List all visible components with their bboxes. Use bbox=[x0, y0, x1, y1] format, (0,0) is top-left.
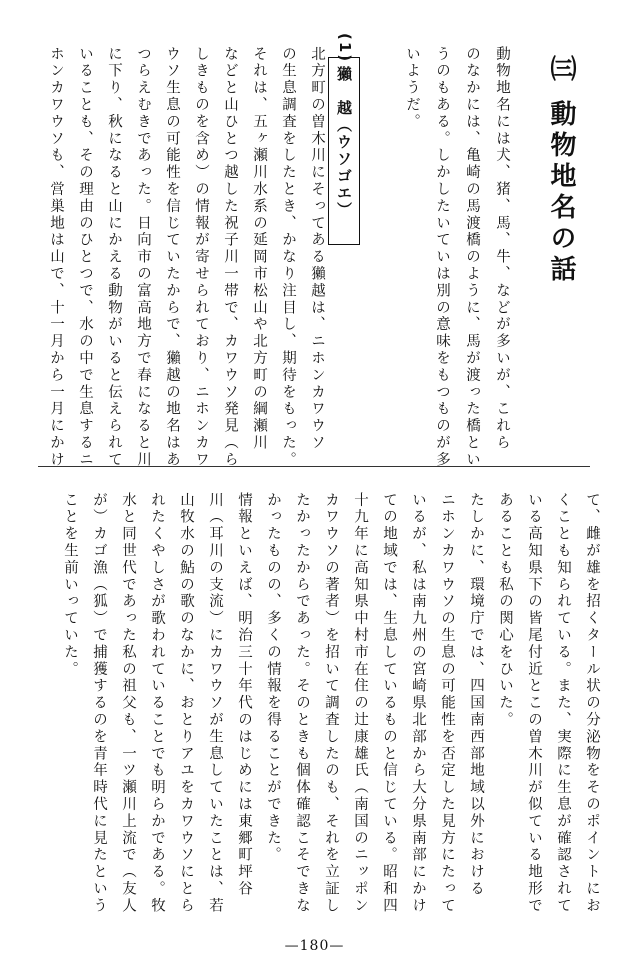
text-column: ウソ生息の可能性を信じていたからで、獺越の地名はあ bbox=[164, 46, 180, 469]
text-column: たしかに、環境庁では、四国南西部地域以外における bbox=[468, 492, 484, 898]
text-column: のなかには、亀崎の馬渡橋のように、馬が渡った橋とい bbox=[464, 46, 480, 469]
text-column: しきものを含め）の情報が寄せられており、ニホンカワ bbox=[193, 46, 209, 469]
text-column: あることも私の関心をひいた。 bbox=[497, 492, 513, 729]
text-column: 十九年に高知県中村市在住の辻康雄氏（南国のニッポン bbox=[352, 492, 368, 915]
text-column: ホンカワウソも、営巣地は山で、十一月から一月にかけ bbox=[48, 46, 64, 469]
section-title: ㈢ 動物地名の話 bbox=[546, 55, 576, 287]
page-number: —180— bbox=[284, 938, 345, 954]
text-column: いようだ。 bbox=[404, 46, 420, 131]
subsection-heading: 獺 越（ウソゴエ） bbox=[335, 66, 353, 219]
text-column: カワウソの著者）を招いて調査したのも、それを立証し bbox=[323, 492, 339, 915]
subsection-number: (1) bbox=[336, 33, 354, 64]
text-column: かったものの、多くの情報を得ることができた。 bbox=[265, 492, 281, 864]
subsection-heading-box bbox=[328, 57, 360, 245]
text-column: つらえむきであった。日向市の富高地方で春になると川 bbox=[135, 46, 151, 469]
text-column: いる高知県下の皆尾付近とこの曽木川が似ている地形で bbox=[526, 492, 542, 915]
text-column: くことも知られている。また、実際に生息が確認されて bbox=[555, 492, 571, 915]
text-column: それは、五ヶ瀬川水系の延岡市松山や北方町の綱瀬川 bbox=[251, 46, 267, 452]
text-column: いることも、その理由のひとつで、水の中で生息するニ bbox=[77, 46, 93, 469]
text-column: 山牧水の鮎の歌のなかに、おとりアユをカワウソにとら bbox=[178, 492, 194, 915]
text-column: て、雌が雄を招くタール状の分泌物をそのポイントにお bbox=[584, 492, 600, 915]
text-column: に下り、秋になると山にかえる動物がいると伝えられて bbox=[106, 46, 122, 469]
text-column: 水と同世代であった私の祖父も、一ツ瀬川上流で（友人 bbox=[120, 492, 136, 915]
text-column: 情報といえば、明治三十年代のはじめには東郷町坪谷 bbox=[236, 492, 252, 898]
text-column: 北方町の曽木川にそってある獺越は、ニホンカワウソ bbox=[309, 46, 325, 452]
text-column: うのもある。しかしたいていは別の意味をもつものが多 bbox=[434, 46, 450, 469]
text-column: たかったからであった。そのときも個体確認こそできな bbox=[294, 492, 310, 915]
text-column: ての地域では、生息しているものと信じている。昭和四 bbox=[381, 492, 397, 915]
text-column: いるが、私は南九州の宮崎県北部から大分県南部にかけ bbox=[410, 492, 426, 915]
text-column: れたくやしさが歌われていることでも明らかである。牧 bbox=[149, 492, 165, 915]
text-column: 川（耳川の支流）にカワウソが生息していたことは、若 bbox=[207, 492, 223, 915]
text-column: 動物地名には犬、猪、馬、牛、などが多いが、これら bbox=[494, 46, 510, 452]
block-divider bbox=[38, 466, 590, 467]
text-column: が）カゴ漁（狐）で捕獲するのを青年時代に見たという bbox=[91, 492, 107, 915]
text-column: ニホンカワウソの生息の可能性を否定した見方にたって bbox=[439, 492, 455, 915]
text-column: ことを生前いっていた。 bbox=[62, 492, 78, 678]
text-column: の生息調査をしたとき、かなり注目し、期待をもった。 bbox=[280, 46, 296, 469]
text-column: などと山ひとつ越した祝子川一帯で、カワウソ発見（ら bbox=[222, 46, 238, 469]
